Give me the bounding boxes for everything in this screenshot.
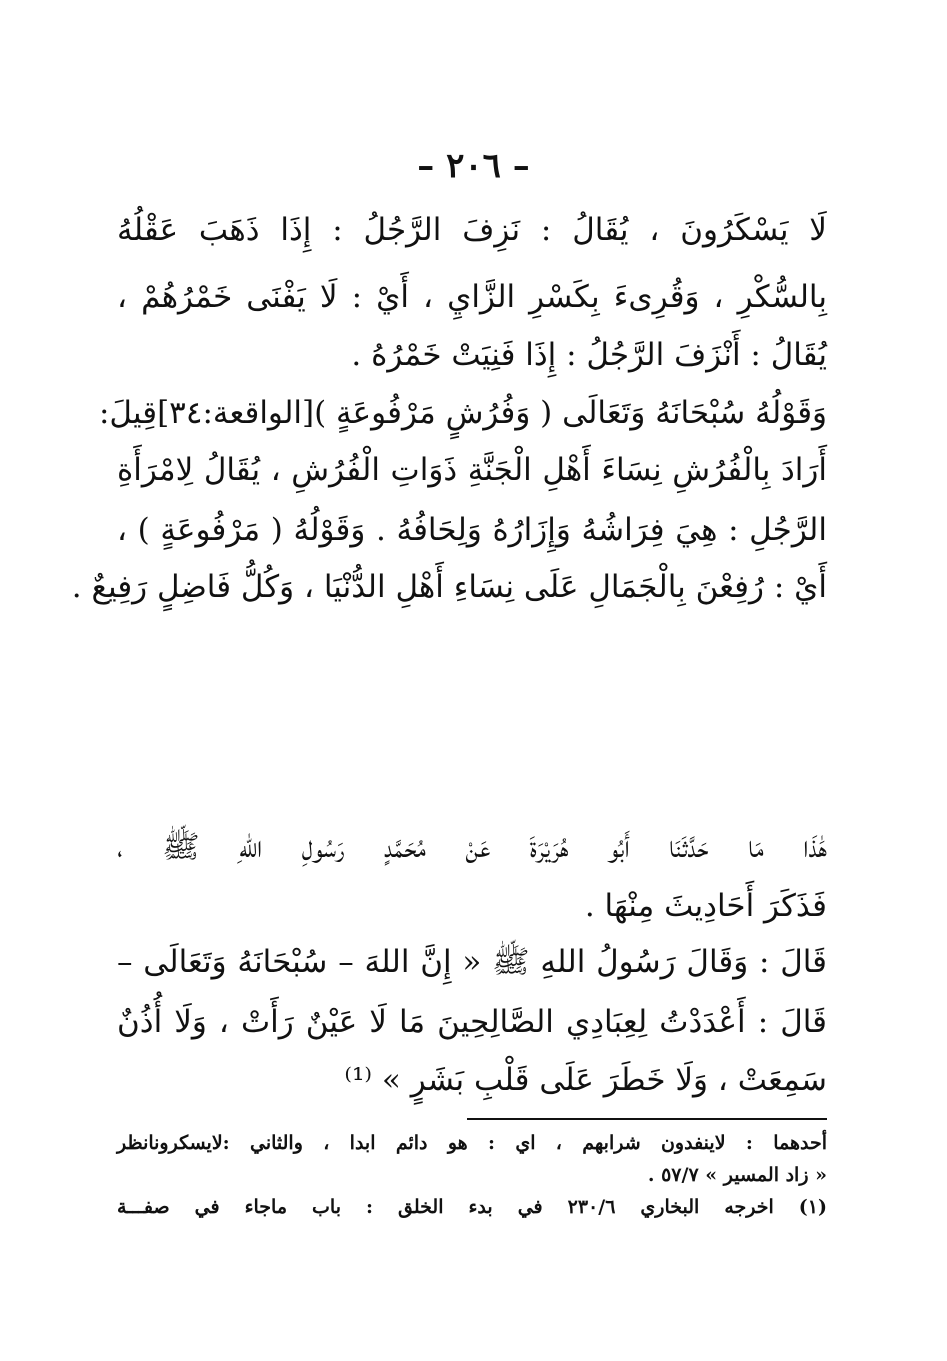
text-line: هَٰذَا مَا حَدَّثَنَا أَبُو هُرَيْرَةَ عَنْ مُحَمَّدٍ رَسُولِ اللهِ ﷺ ، <box>117 829 827 865</box>
text-line: فَذَكَرَ أَحَادِيثَ مِنْهَا . <box>584 888 827 924</box>
text-line: لَا يَسْكَرُونَ ، يُقَالُ : نَزِفَ الرَّجُلُ : إِذَا ذَهَبَ عَقْلُهُ <box>117 212 827 248</box>
text-line: الرَّجُلِ : هِيَ فِرَاشُهُ وَإِزَارُهُ وَلِحَافُهُ . وَقَوْلُهُ ( مَرْفُوعَةٍ ) ، <box>117 512 827 548</box>
text-line: قَالَ : وَقَالَ رَسُولُ اللهِ ﷺ « إِنَّ اللهَ – سُبْحَانَهُ وَتَعَالَى – <box>117 944 827 980</box>
text-line: سَمِعَتْ ، وَلَا خَطَرَ عَلَى قَلْبِ بَشَرٍ » ⁽¹⁾ <box>344 1062 827 1098</box>
page-number: – ٢٠٦ – <box>417 146 530 186</box>
text-line: بِالسُّكْرِ ، وَقُرِىءَ بِكَسْرِ الزَّايِ ، أَيْ : لَا يَفْنَى خَمْرُهُمْ ، <box>117 279 827 315</box>
text-line: أَرَادَ بِالْفُرُشِ نِسَاءَ أَهْلِ الْجَنَّةِ ذَوَاتِ الْفُرُشِ ، يُقَالُ لِامْرَأَةِ <box>117 452 827 488</box>
isnad-line <box>117 758 827 808</box>
text-line: يُقَالُ : أَنْزَفَ الرَّجُلُ : إِذَا فَنِيَتْ خَمْرُهُ . <box>351 337 827 373</box>
footnote-line: « زاد المسير » ٥٧/٧ . <box>647 1164 827 1186</box>
footnote-line: أحدهما : لاينفدون شرابهم ، اي : هو دائم ابدا ، والثاني :لايسكرونانظر <box>117 1132 827 1154</box>
footnote-line: (١) اخرجه البخاري ٢٣٠/٦ في بدء الخلق : باب ماجاء في صفـــة <box>117 1196 827 1218</box>
text-line: قَالَ : أَعْدَدْتُ لِعِبَادِي الصَّالِحِينَ مَا لَا عَيْنٌ رَأَتْ ، وَلَا أُذُنٌ <box>117 1004 827 1040</box>
text-line: وَقَوْلُهُ سُبْحَانَهُ وَتَعَالَى ( وَفُرُشٍ مَرْفُوعَةٍ )[الواقعة:٣٤]قِيلَ: <box>98 395 827 431</box>
footnote-separator <box>467 1118 827 1120</box>
isnad-line <box>117 617 827 667</box>
isnad-line <box>117 711 827 761</box>
text-line: أَيْ : رُفِعْنَ بِالْجَمَالِ عَلَى نِسَاءِ أَهْلِ الدُّنْيَا ، وَكُلُّ فَاضِلٍ رَفِيعٌ . <box>71 569 827 605</box>
isnad-line <box>117 664 827 714</box>
